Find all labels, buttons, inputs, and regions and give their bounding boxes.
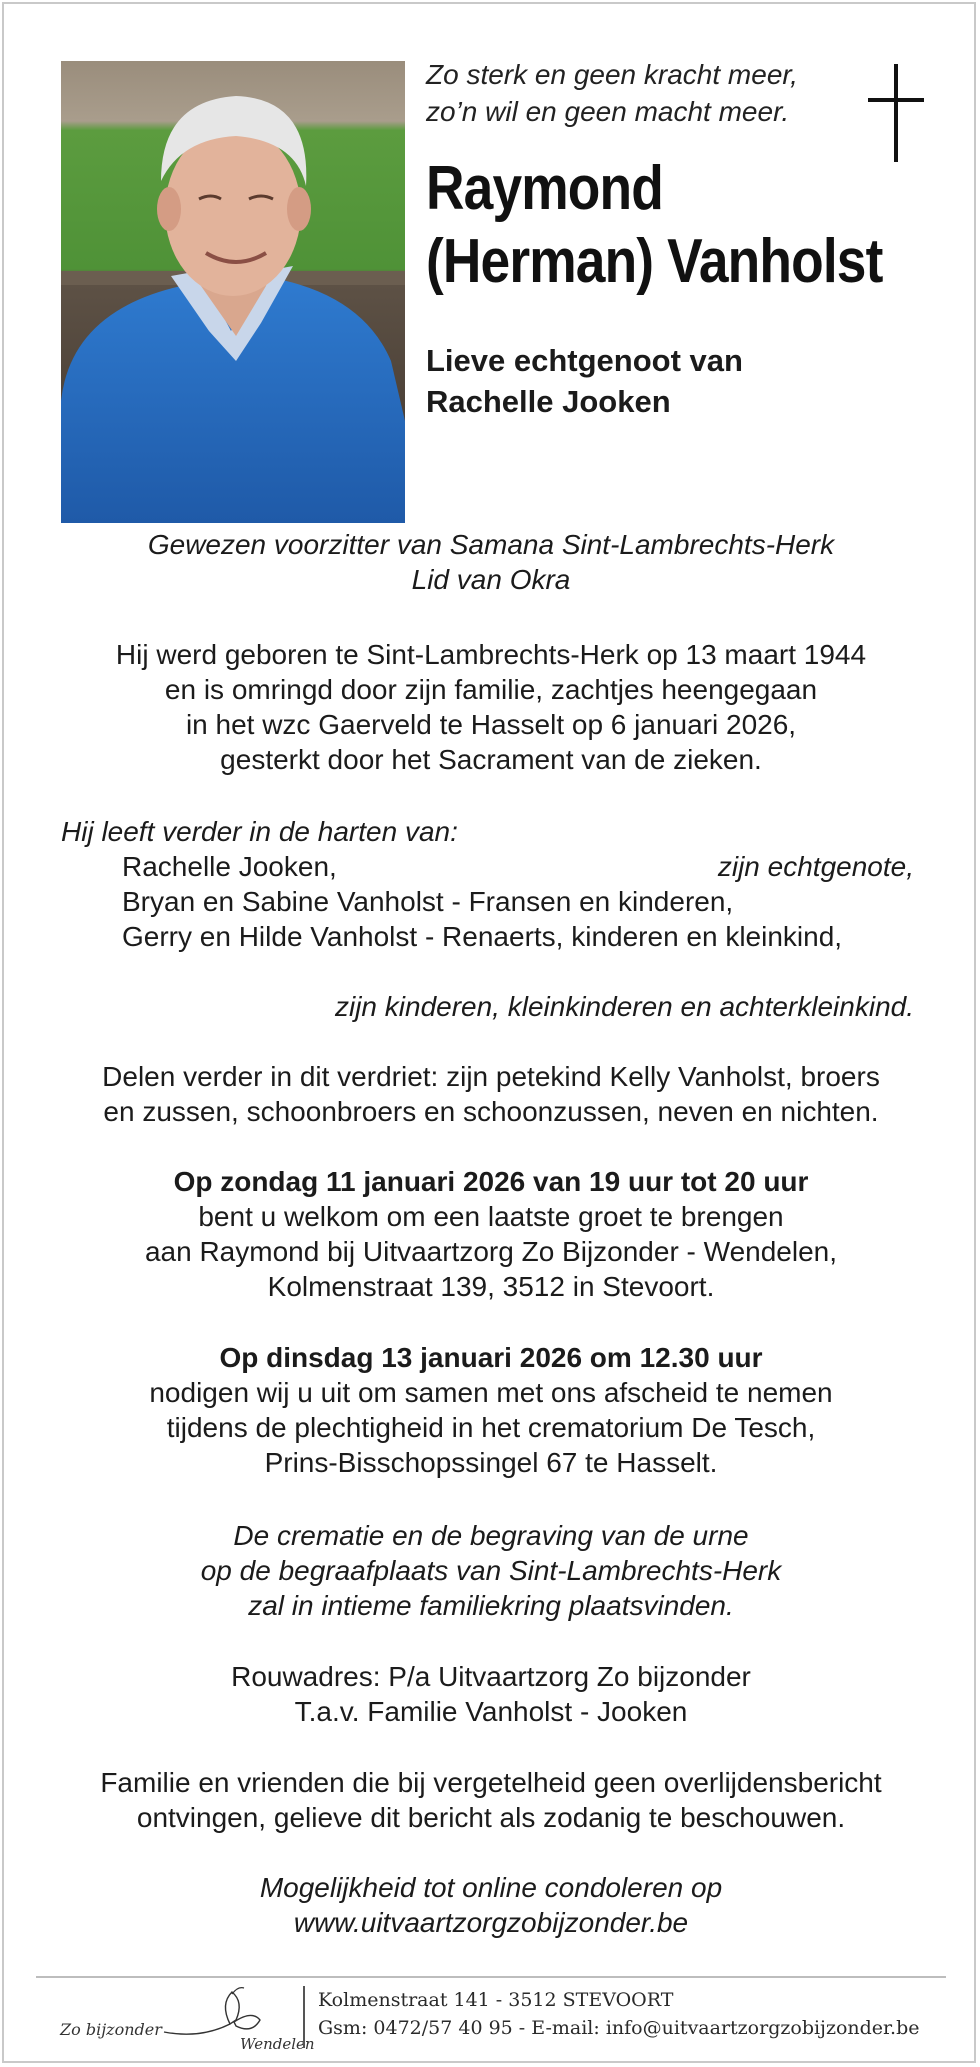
notice-line: Familie en vrienden die bij vergetelheid geen overlijdensbericht bbox=[100, 1767, 882, 1798]
notice bbox=[4, 1765, 978, 1835]
cremation-line: De crematie en de begraving van de urne bbox=[233, 1520, 749, 1551]
footer-separator bbox=[303, 1986, 305, 2048]
announcement bbox=[4, 637, 978, 777]
footer-divider bbox=[36, 1976, 946, 1978]
footer-address: Kolmenstraat 141 - 3512 STEVOORT bbox=[318, 1989, 674, 2011]
ceremony-line: tijdens de plechtigheid in het crematorium De Tesch, bbox=[166, 1412, 816, 1443]
quote bbox=[426, 56, 856, 130]
spouse-text: Rachelle Jooken bbox=[426, 384, 671, 419]
visitation-line: Kolmenstraat 139, 3512 in Stevoort. bbox=[267, 1271, 715, 1302]
logo-text-left: Zo bijzonder bbox=[60, 2020, 162, 2039]
mourning-address bbox=[4, 1659, 978, 1729]
family-intro: Hij leeft verder in de harten van: bbox=[61, 816, 458, 847]
family-member-name: Gerry en Hilde Vanholst - Renaerts, kinderen en kleinkind, bbox=[122, 921, 843, 952]
cremation-line: op de begraafplaats van Sint-Lambrechts-Herk bbox=[200, 1555, 782, 1586]
family-closing: zijn kinderen, kleinkinderen en achterkleinkind. bbox=[334, 991, 914, 1022]
address-line: T.a.v. Familie Vanholst - Jooken bbox=[294, 1696, 688, 1727]
roles bbox=[4, 527, 978, 597]
visitation-heading: Op zondag 11 januari 2026 van 19 uur tot 20 uur bbox=[173, 1166, 809, 1197]
announcement-line: en is omringd door zijn familie, zachtjes heengegaan bbox=[164, 674, 818, 705]
notice-line: ontvingen, gelieve dit bericht als zodanig te beschouwen. bbox=[136, 1802, 846, 1833]
role-line: Gewezen voorzitter van Samana Sint-Lambrechts-Herk bbox=[147, 529, 835, 560]
ceremony-line: Prins-Bisschopssingel 67 te Hasselt. bbox=[264, 1447, 718, 1478]
ceremony-heading: Op dinsdag 13 januari 2026 om 12.30 uur bbox=[219, 1342, 763, 1373]
announcement-line: in het wzc Gaerveld te Hasselt op 6 januari 2026, bbox=[185, 709, 797, 740]
quote-line: zo’n wil en geen macht meer. bbox=[426, 96, 790, 127]
footer-contact: Gsm: 0472/57 40 95 - E-mail: info@uitvaartzorgzobijzonder.be bbox=[318, 2017, 920, 2039]
spouse-line bbox=[426, 340, 926, 422]
family-member-role: zijn echtgenote, bbox=[717, 851, 914, 882]
cremation-note bbox=[4, 1518, 978, 1623]
spouse-text: Lieve echtgenoot van bbox=[426, 343, 743, 378]
name-line: (Herman) Vanholst bbox=[426, 227, 883, 296]
announcement-line: Hij werd geboren te Sint-Lambrechts-Herk op 13 maart 1944 bbox=[115, 639, 867, 670]
cremation-line: zal in intieme familiekring plaatsvinden. bbox=[248, 1590, 734, 1621]
portrait-photo bbox=[61, 61, 405, 523]
visitation bbox=[4, 1164, 978, 1304]
cross-icon bbox=[868, 64, 928, 164]
role-line: Lid van Okra bbox=[411, 564, 571, 595]
visitation-line: bent u welkom om een laatste groet te brengen bbox=[198, 1201, 784, 1232]
name-line: Raymond bbox=[426, 154, 663, 223]
sharing-line: Delen verder in dit verdriet: zijn petekind Kelly Vanholst, broers bbox=[102, 1061, 880, 1092]
condolence-text: Mogelijkheid tot online condoleren op bbox=[259, 1872, 723, 1903]
funeral-home-logo bbox=[60, 1982, 315, 2053]
logo-text-right: Wendelen bbox=[240, 2035, 315, 2053]
deceased-name bbox=[426, 152, 890, 298]
quote-line: Zo sterk en geen kracht meer, bbox=[426, 59, 798, 90]
address-line: Rouwadres: P/a Uitvaartzorg Zo bijzonder bbox=[231, 1661, 751, 1692]
ceremony-line: nodigen wij u uit om samen met ons afscheid te nemen bbox=[149, 1377, 833, 1408]
condolence-url[interactable]: www.uitvaartzorgzobijzonder.be bbox=[293, 1907, 689, 1938]
family-member-name: Rachelle Jooken, bbox=[122, 851, 337, 882]
family-member-name: Bryan en Sabine Vanholst - Fransen en kinderen, bbox=[122, 886, 734, 917]
sharing-line: en zussen, schoonbroers en schoonzussen, neven en nichten. bbox=[103, 1096, 879, 1127]
ceremony bbox=[4, 1340, 978, 1480]
sharing bbox=[4, 1059, 978, 1129]
obituary-card bbox=[2, 2, 976, 2063]
condolence bbox=[4, 1870, 978, 1940]
announcement-line: gesterkt door het Sacrament van de zieken. bbox=[220, 744, 762, 775]
visitation-line: aan Raymond bij Uitvaartzorg Zo Bijzonder - Wendelen, bbox=[144, 1236, 838, 1267]
